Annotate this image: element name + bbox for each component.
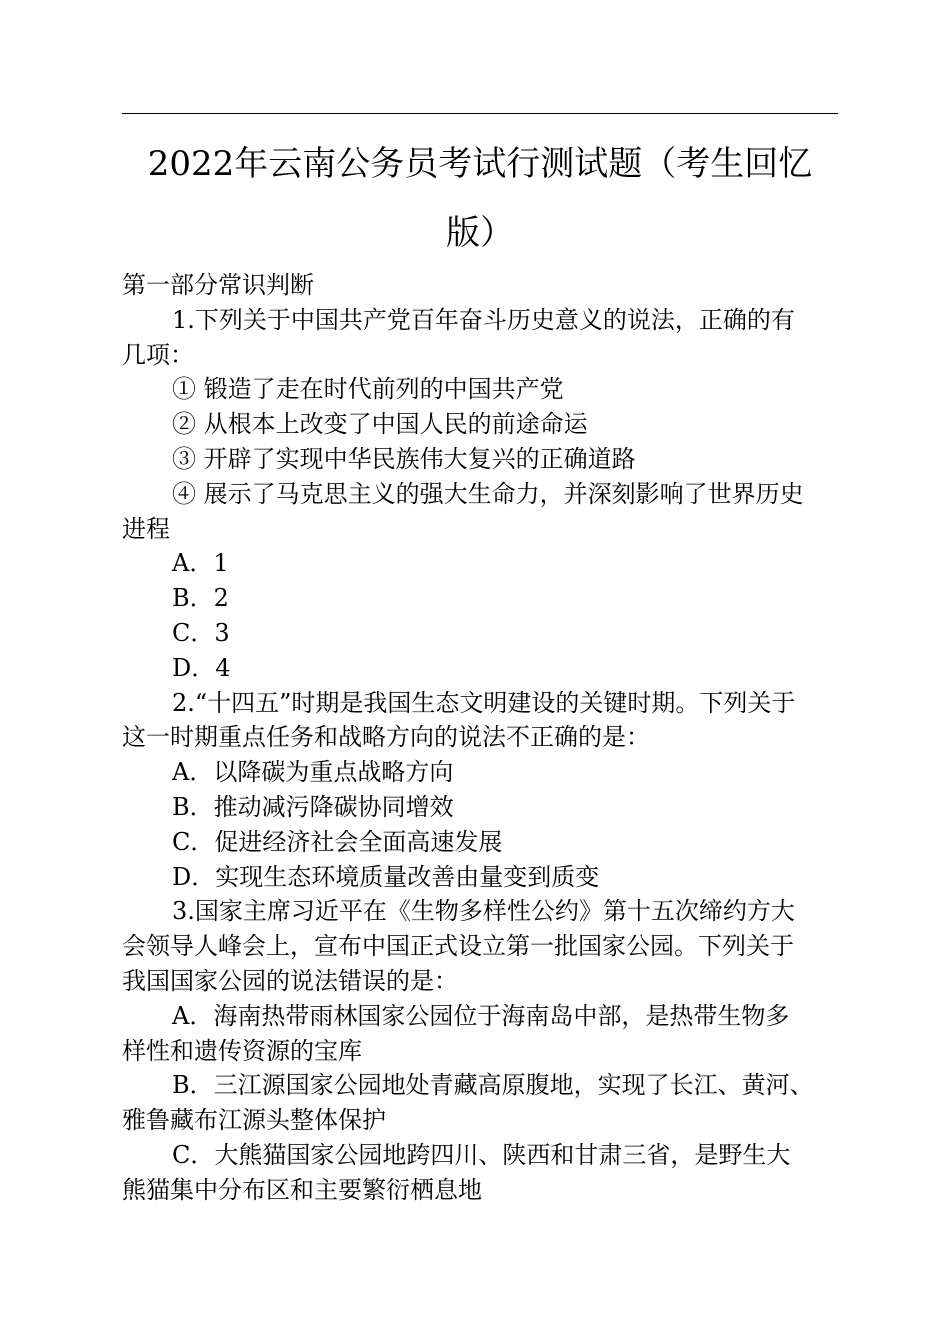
answer-option: B．推动减污降碳协同增效 [172,792,454,821]
document-title-line-2: 版） [446,213,514,253]
question-stem-line: 2.“十四五”时期是我国生态文明建设的关键时期。下列关于 [172,688,796,717]
answer-option-continuation: 样性和遗传资源的宝库 [122,1036,362,1065]
answer-option: B．2 [172,584,229,613]
question-3 [122,894,838,1207]
answer-option: D．实现生态环境质量改善由量变到质变 [172,862,600,891]
statement-item: ③ 开辟了实现中华民族伟大复兴的正确道路 [172,444,636,473]
question-1 [122,303,838,686]
answer-option-continuation: 熊猫集中分布区和主要繁衍栖息地 [122,1175,482,1204]
document-body [122,268,838,1208]
question-stem-line: 1.下列关于中国共产党百年奋斗历史意义的说法，正确的有 [172,305,795,334]
question-stem-line: 我国国家公园的说法错误的是： [122,966,458,995]
answer-option: A．海南热带雨林国家公园位于海南岛中部，是热带生物多 [172,1001,790,1030]
answer-option: B．三江源国家公园地处青藏高原腹地，实现了长江、黄河、 [172,1071,814,1100]
answer-option: C．促进经济社会全面高速发展 [172,827,503,856]
question-stem-line: 几项： [122,340,194,369]
answer-option: A．1 [172,549,229,578]
header-rule [122,113,838,114]
question-2 [122,686,838,895]
question-stem-line: 3.国家主席习近平在《生物多样性公约》第十五次缔约方大 [172,897,795,926]
section-heading: 第一部分常识判断 [122,271,314,299]
answer-option-continuation: 雅鲁藏布江源头整体保护 [122,1106,386,1135]
question-stem-line: 这一时期重点任务和战略方向的说法不正确的是： [122,723,650,752]
document-title-line-1: 2022年云南公务员考试行测试题（考生回忆 [147,144,813,184]
statement-item: ② 从根本上改变了中国人民的前途命运 [172,410,588,439]
statement-item: ① 锻造了走在时代前列的中国共产党 [172,375,564,404]
question-stem-line: 会领导人峰会上，宣布中国正式设立第一批国家公园。下列关于 [122,932,794,961]
answer-option: C．大熊猫国家公园地跨四川、陕西和甘肃三省，是野生大 [172,1140,791,1169]
answer-option: A．以降碳为重点战略方向 [172,758,454,787]
statement-item: ④ 展示了马克思主义的强大生命力，并深刻影响了世界历史 [172,479,804,508]
answer-option: C．3 [172,618,230,647]
answer-option: D．4 [172,653,231,682]
statement-item-continuation: 进程 [122,514,170,543]
